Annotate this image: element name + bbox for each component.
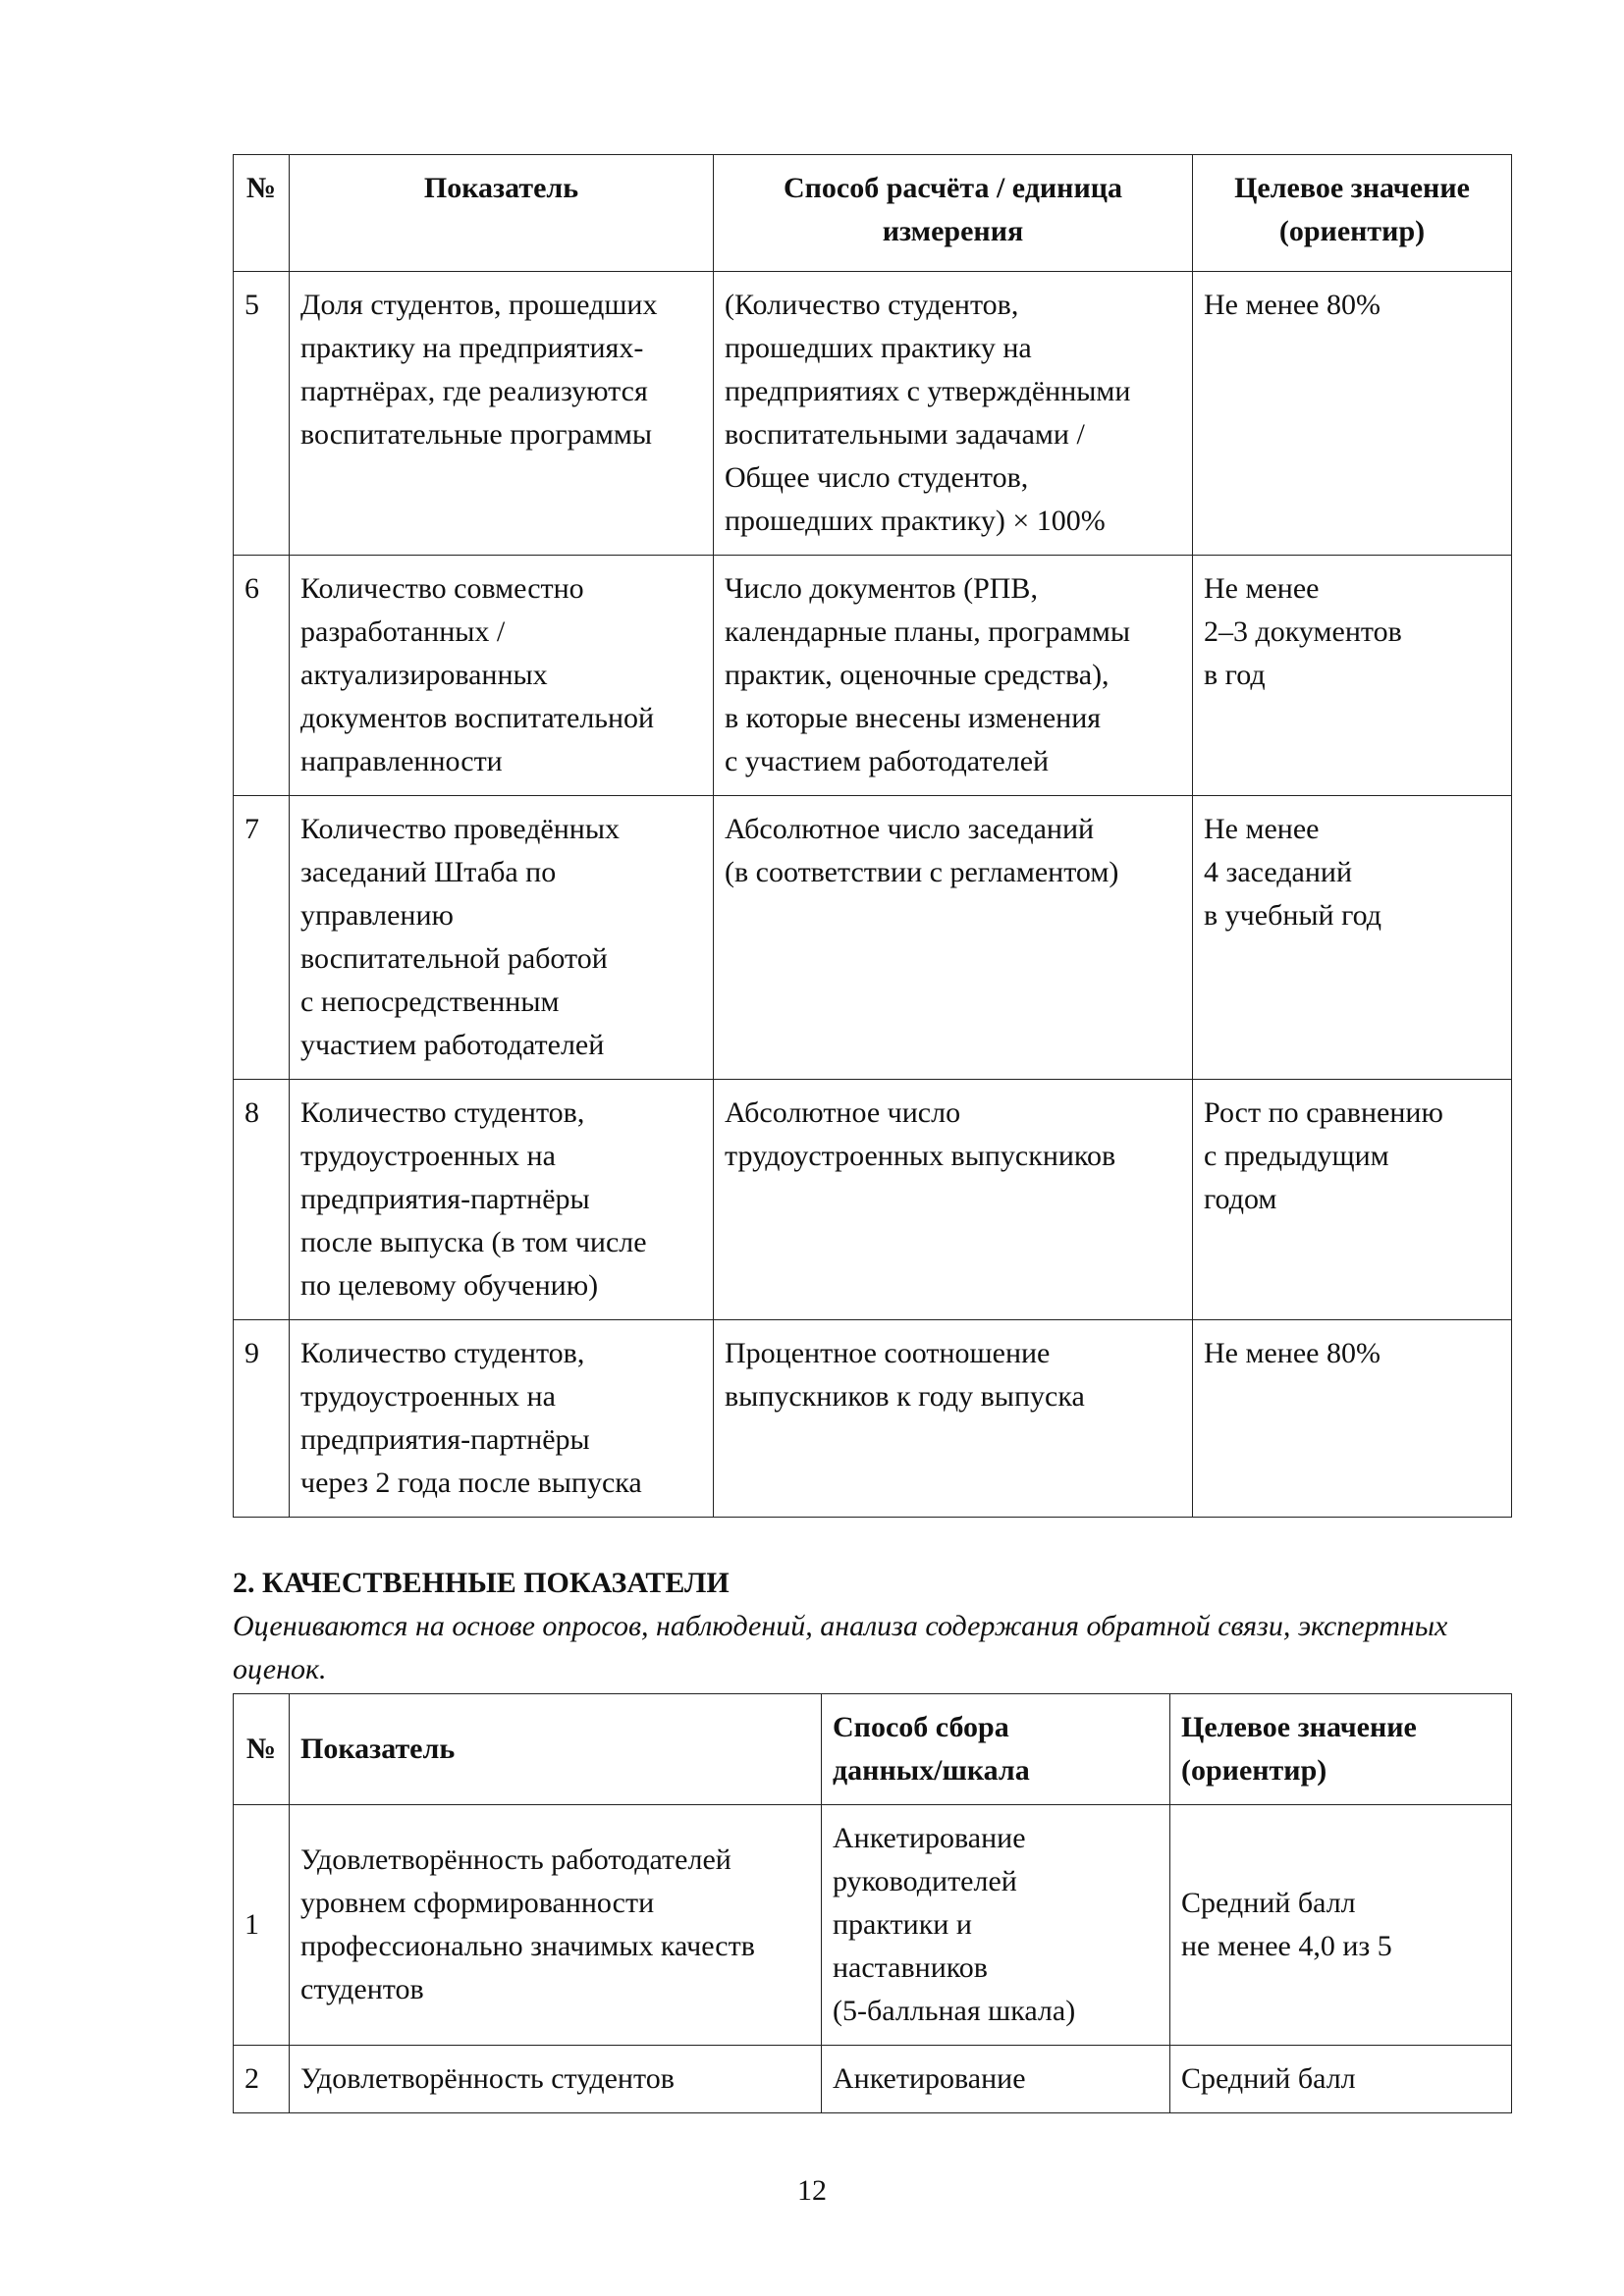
row-method: (Количество студентов, прошедших практику на предприятиях с утверждёнными воспитательными задачами / Общее число студентов, прошедших практику) × 100% xyxy=(714,272,1193,556)
row-method: Процентное соотношение выпускников к году выпуска xyxy=(714,1320,1193,1518)
row-method: Абсолютное число заседаний (в соответствии с регламентом) xyxy=(714,796,1193,1080)
page-number: 12 xyxy=(797,2174,827,2207)
row-target: Не менее 80% xyxy=(1193,272,1512,556)
row-number: 9 xyxy=(234,1320,290,1518)
row-number: 5 xyxy=(234,272,290,556)
row-indicator: Удовлетворённость студентов xyxy=(290,2046,822,2113)
row-indicator: Количество студентов, трудоустроенных на предприятия-партнёры после выпуска (в том числе по целевому обучению) xyxy=(290,1080,714,1320)
row-number: 7 xyxy=(234,796,290,1080)
section-title: 2. КАЧЕСТВЕННЫЕ ПОКАЗАТЕЛИ xyxy=(233,1567,730,1599)
table-row xyxy=(234,2046,1512,2113)
header-method: Способ расчёта / единица измерения xyxy=(714,155,1193,272)
row-target: Не менее 4 заседаний в учебный год xyxy=(1193,796,1512,1080)
row-indicator: Количество студентов, трудоустроенных на предприятия-партнёры через 2 года после выпуска xyxy=(290,1320,714,1518)
table-row xyxy=(234,796,1512,1080)
table-row xyxy=(234,272,1512,556)
row-target: Не менее 2–3 документов в год xyxy=(1193,556,1512,796)
table-header-row xyxy=(234,155,1512,272)
row-target: Средний балл не менее 4,0 из 5 xyxy=(1170,1805,1512,2046)
header-number: № xyxy=(234,1694,290,1805)
header-method: Способ сбора данных/шкала xyxy=(822,1694,1170,1805)
row-target: Не менее 80% xyxy=(1193,1320,1512,1518)
table-row xyxy=(234,1805,1512,2046)
header-indicator: Показатель xyxy=(290,155,714,272)
table-row xyxy=(234,1320,1512,1518)
row-method: Анкетирование xyxy=(822,2046,1170,2113)
table-row xyxy=(234,1080,1512,1320)
row-number: 1 xyxy=(234,1805,290,2046)
row-target: Средний балл xyxy=(1170,2046,1512,2113)
row-method: Число документов (РПВ, календарные планы, программы практик, оценочные средства), в которые внесены изменения с участием работодателей xyxy=(714,556,1193,796)
header-target: Целевое значение (ориентир) xyxy=(1170,1694,1512,1805)
row-indicator: Количество проведённых заседаний Штаба по управлению воспитательной работой с непосредственным участием работодателей xyxy=(290,796,714,1080)
row-number: 2 xyxy=(234,2046,290,2113)
table-header-row xyxy=(234,1694,1512,1805)
header-target: Целевое значение (ориентир) xyxy=(1193,155,1512,272)
quantitative-indicators-table xyxy=(233,154,1512,1518)
row-indicator: Доля студентов, прошедших практику на предприятиях- партнёрах, где реализуются воспитательные программы xyxy=(290,272,714,556)
section-note: Оцениваются на основе опросов, наблюдений, анализа содержания обратной связи, экспертных оценок. xyxy=(233,1610,1448,1685)
header-number: № xyxy=(234,155,290,272)
table-row xyxy=(234,556,1512,796)
qualitative-indicators-table xyxy=(233,1693,1512,2113)
row-number: 6 xyxy=(234,556,290,796)
row-target: Рост по сравнению с предыдущим годом xyxy=(1193,1080,1512,1320)
row-number: 8 xyxy=(234,1080,290,1320)
row-indicator: Удовлетворённость работодателей уровнем сформированности профессионально значимых качеств студентов xyxy=(290,1805,822,2046)
row-indicator: Количество совместно разработанных / актуализированных документов воспитательной направленности xyxy=(290,556,714,796)
row-method: Анкетирование руководителей практики и наставников (5-балльная шкала) xyxy=(822,1805,1170,2046)
header-indicator: Показатель xyxy=(290,1694,822,1805)
row-method: Абсолютное число трудоустроенных выпускников xyxy=(714,1080,1193,1320)
